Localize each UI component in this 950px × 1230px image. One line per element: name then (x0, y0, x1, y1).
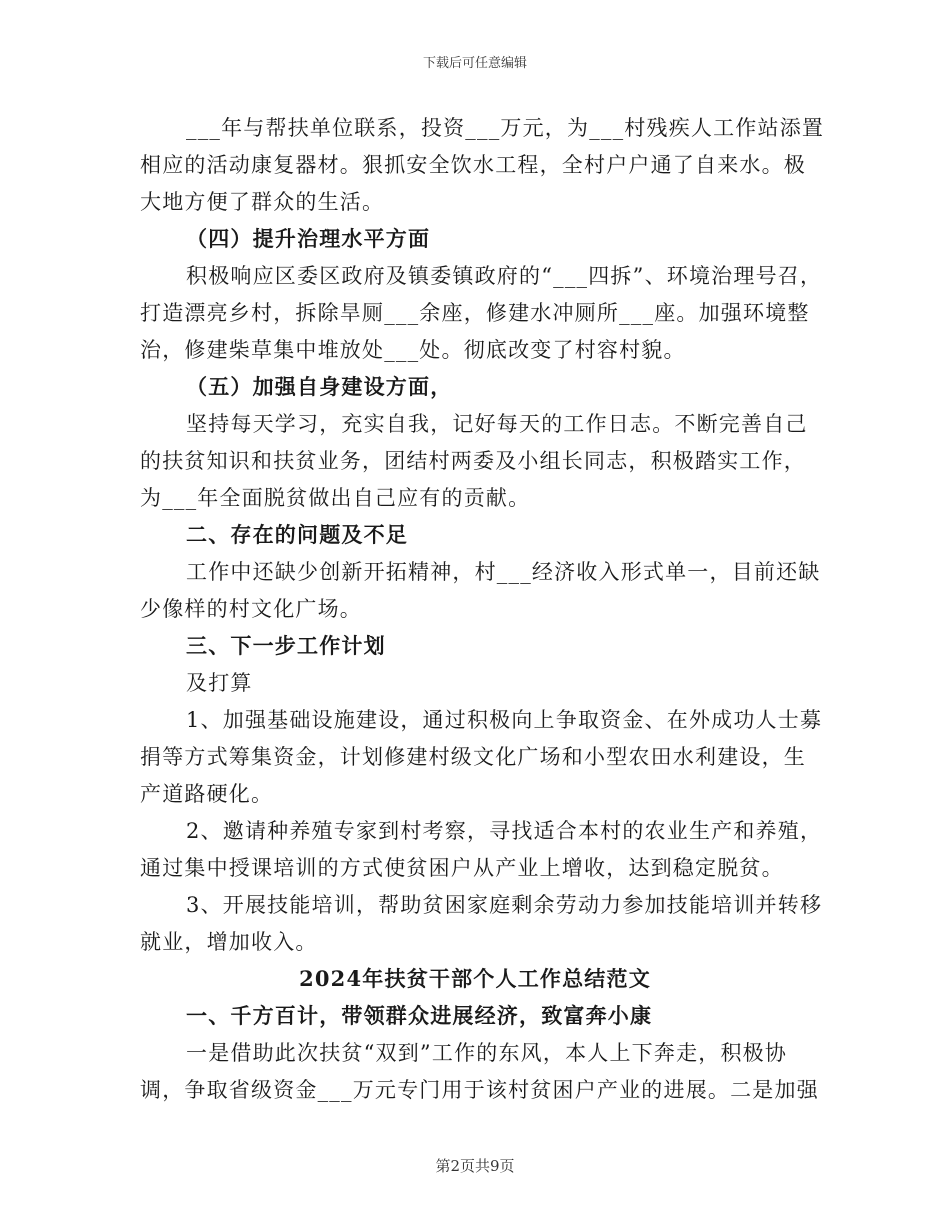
document-title: 2024年扶贫干部个人工作总结范文 (299, 966, 651, 991)
body-line: 积极响应区委区政府及镇委镇政府的“___四拆”、环境治理号召， (186, 264, 823, 288)
body-line: 2、邀请种养殖专家到村考察，寻找适合本村的农业生产和养殖， (186, 819, 823, 843)
body-line: 产道路硬化。 (140, 782, 274, 806)
body-line: 少像样的村文化广场。 (140, 597, 362, 621)
body-line: 坚持每天学习，充实自我，记好每天的工作日志。不断完善自己 (186, 412, 808, 436)
section-heading: 三、下一步工作计划 (186, 633, 386, 658)
body-line: 就业，增加收入。 (140, 930, 318, 954)
body-line: 通过集中授课培训的方式使贫困户从产业上增收，达到稳定脱贫。 (140, 856, 784, 880)
page-header: 下载后可任意编辑 (422, 56, 527, 71)
body-line: 捐等方式筹集资金，计划修建村级文化广场和小型农田水利建设，生 (140, 745, 806, 769)
section-heading: 一、千方百计，带领群众进展经济，致富奔小康 (186, 1003, 653, 1028)
body-line: 为___年全面脱贫做出自己应有的贡献。 (140, 486, 531, 510)
body-line: 1、加强基础设施建设，通过积极向上争取资金、在外成功人士募 (186, 708, 823, 732)
section-heading: （四）提升治理水平方面 (186, 226, 431, 251)
body-line: 大地方便了群众的生活。 (140, 190, 385, 214)
body-line: 相应的活动康复器材。狠抓安全饮水工程，全村户户通了自来水。极 (140, 153, 806, 177)
body-line: 及打算 (186, 671, 253, 695)
body-line: ___年与帮扶单位联系，投资___万元，为___村残疾人工作站添置 (186, 116, 825, 140)
body-line: 调，争取省级资金___万元专门用于该村贫困户产业的进展。二是加强 (140, 1078, 819, 1102)
body-line: 打造漂亮乡村，拆除旱厕___余座，修建水冲厕所___座。加强环境整 (140, 301, 810, 325)
body-line: 3、开展技能培训，帮助贫困家庭剩余劳动力参加技能培训并转移 (186, 893, 823, 917)
section-heading: 二、存在的问题及不足 (186, 522, 408, 547)
body-line: 一是借助此次扶贫“双到”工作的东风，本人上下奔走，积极协 (186, 1041, 788, 1065)
body-line: 工作中还缺少创新开拓精神，村___经济收入形式单一，目前还缺 (186, 560, 821, 584)
section-heading: （五）加强自身建设方面， (186, 374, 453, 399)
page-footer: 第2页共9页 (435, 1157, 515, 1175)
body-line: 的扶贫知识和扶贫业务，团结村两委及小组长同志，积极踏实工作， (140, 449, 806, 473)
body-line: 治，修建柴草集中堆放处___处。彻底改变了村容村貌。 (140, 338, 686, 362)
